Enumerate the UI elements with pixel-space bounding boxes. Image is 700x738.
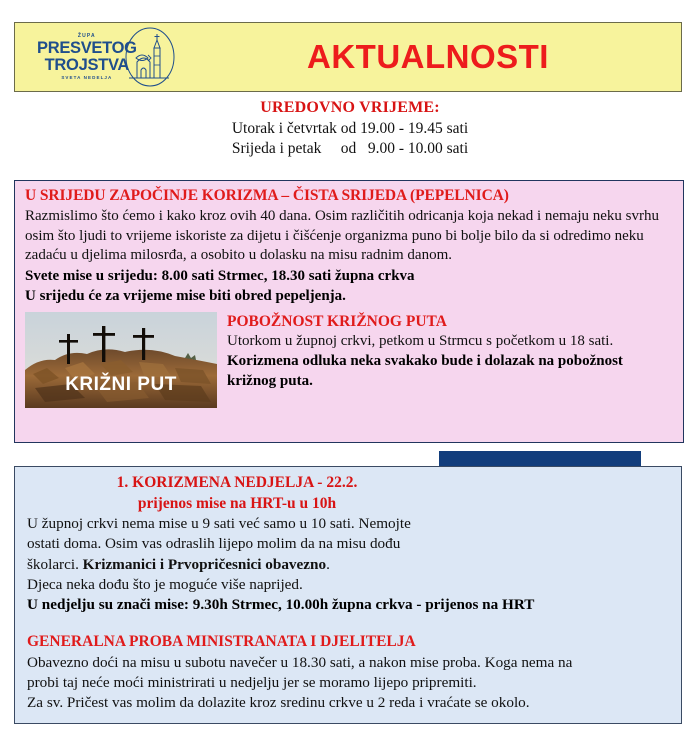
church-circle-icon: [123, 26, 177, 88]
sunday-paragraph: [27, 514, 447, 575]
sunday-paragraph-part1: U župnoj crkvi nema mise u 9 sati već samo u 10 sati. Nemojte ostati doma. Osim vas odraslih lijepo molim da na misu dođu školarci.: [27, 515, 411, 573]
sunday-heading-line1: 1. KORIZMENA NEDJELJA - 22.2.: [116, 474, 358, 491]
sunday-heading-line2: prijenos mise na HRT-u u 10h: [137, 494, 337, 512]
lent-paragraph: Razmislimo što ćemo i kako kroz ovih 40 dana. Osim različitih odricanja koja nekad i nemaju neku svrhu osim što ljudi to vrijeme iskoriste za dijetu i čišćenje organizma puno bi bolje bilo da si odredimo neku zadaću u djelima milosrđa, a osobito u dolasku na misu radnim danom.: [25, 208, 660, 264]
three-crosses-hill-photo: [25, 312, 217, 408]
page-title: AKTUALNOSTI: [307, 38, 549, 75]
sunday-paragraph-end: .: [326, 555, 330, 573]
sunday-mass-times: U nedjelju su znači mise: 9.30h Strmec, 10.00h župna crkva - prijenos na HRT: [27, 596, 535, 614]
way-of-cross-body: Utorkom u župnoj crkvi, petkom u Strmcu s početkom u 18 sati.: [227, 333, 614, 350]
parish-logo: [15, 23, 215, 91]
lent-ashes-note: U srijedu će za vrijeme mise biti obred pepeljenja.: [25, 288, 346, 305]
sunday-section: [14, 466, 682, 724]
lent-mass-times: Svete mise u srijedu: 8.00 sati Strmec, 18.30 sati župna crkva: [25, 268, 415, 285]
rehearsal-line-3: Za sv. Pričest vas molim da dolazite kroz sredinu crkve u 2 reda i vraćate se okolo.: [27, 694, 530, 712]
sunday-children-note: Djeca neka dođu što je moguće više naprijed.: [27, 575, 303, 593]
way-of-cross-block: [25, 312, 675, 408]
office-hours-title: UREDOVNO VRIJEME:: [260, 99, 440, 116]
rehearsal-heading: GENERALNA PROBA MINISTRANATA I DJELITELJA: [27, 633, 416, 651]
rehearsal-line-2: probi taj neće moći ministrirati u nedjelju jer se moramo lijepo pripremiti.: [27, 674, 477, 692]
parish-logo-line2: TROJSTVA: [44, 55, 130, 74]
sunday-paragraph-bold: Krizmanici i Prvopričesnici obavezno: [82, 555, 327, 573]
office-hours-line-1: Utorak i četvrtak od 19.00 - 19.45 sati: [231, 119, 469, 137]
way-of-cross-text: [217, 312, 675, 408]
office-hours-line-2: Srijeda i petak od 9.00 - 10.00 sati: [231, 140, 469, 158]
parish-logo-location: SVETA NEDELJA: [61, 74, 113, 80]
office-hours-block: [0, 97, 700, 160]
way-of-cross-image-caption: KRIŽNI PUT: [65, 374, 177, 396]
lent-heading: U SRIJEDU ZAPOČINJE KORIZMA – ČISTA SRIJEDA (PEPELNICA): [25, 187, 509, 204]
lent-section: [14, 180, 684, 443]
parish-logo-zupa: ŽUPA: [77, 32, 96, 39]
way-of-cross-heading: POBOŽNOST KRIŽNOG PUTA: [227, 313, 447, 331]
parish-logo-line1: PRESVETOG: [37, 38, 137, 57]
rehearsal-line-1: Obavezno doći na misu u subotu navečer u 18.30 sati, a nakon mise proba. Koga nema na: [27, 653, 573, 671]
way-of-cross-bold: Korizmena odluka neka svakako bude i dolazak na pobožnost križnog puta.: [227, 352, 623, 389]
header-banner: [14, 22, 682, 92]
